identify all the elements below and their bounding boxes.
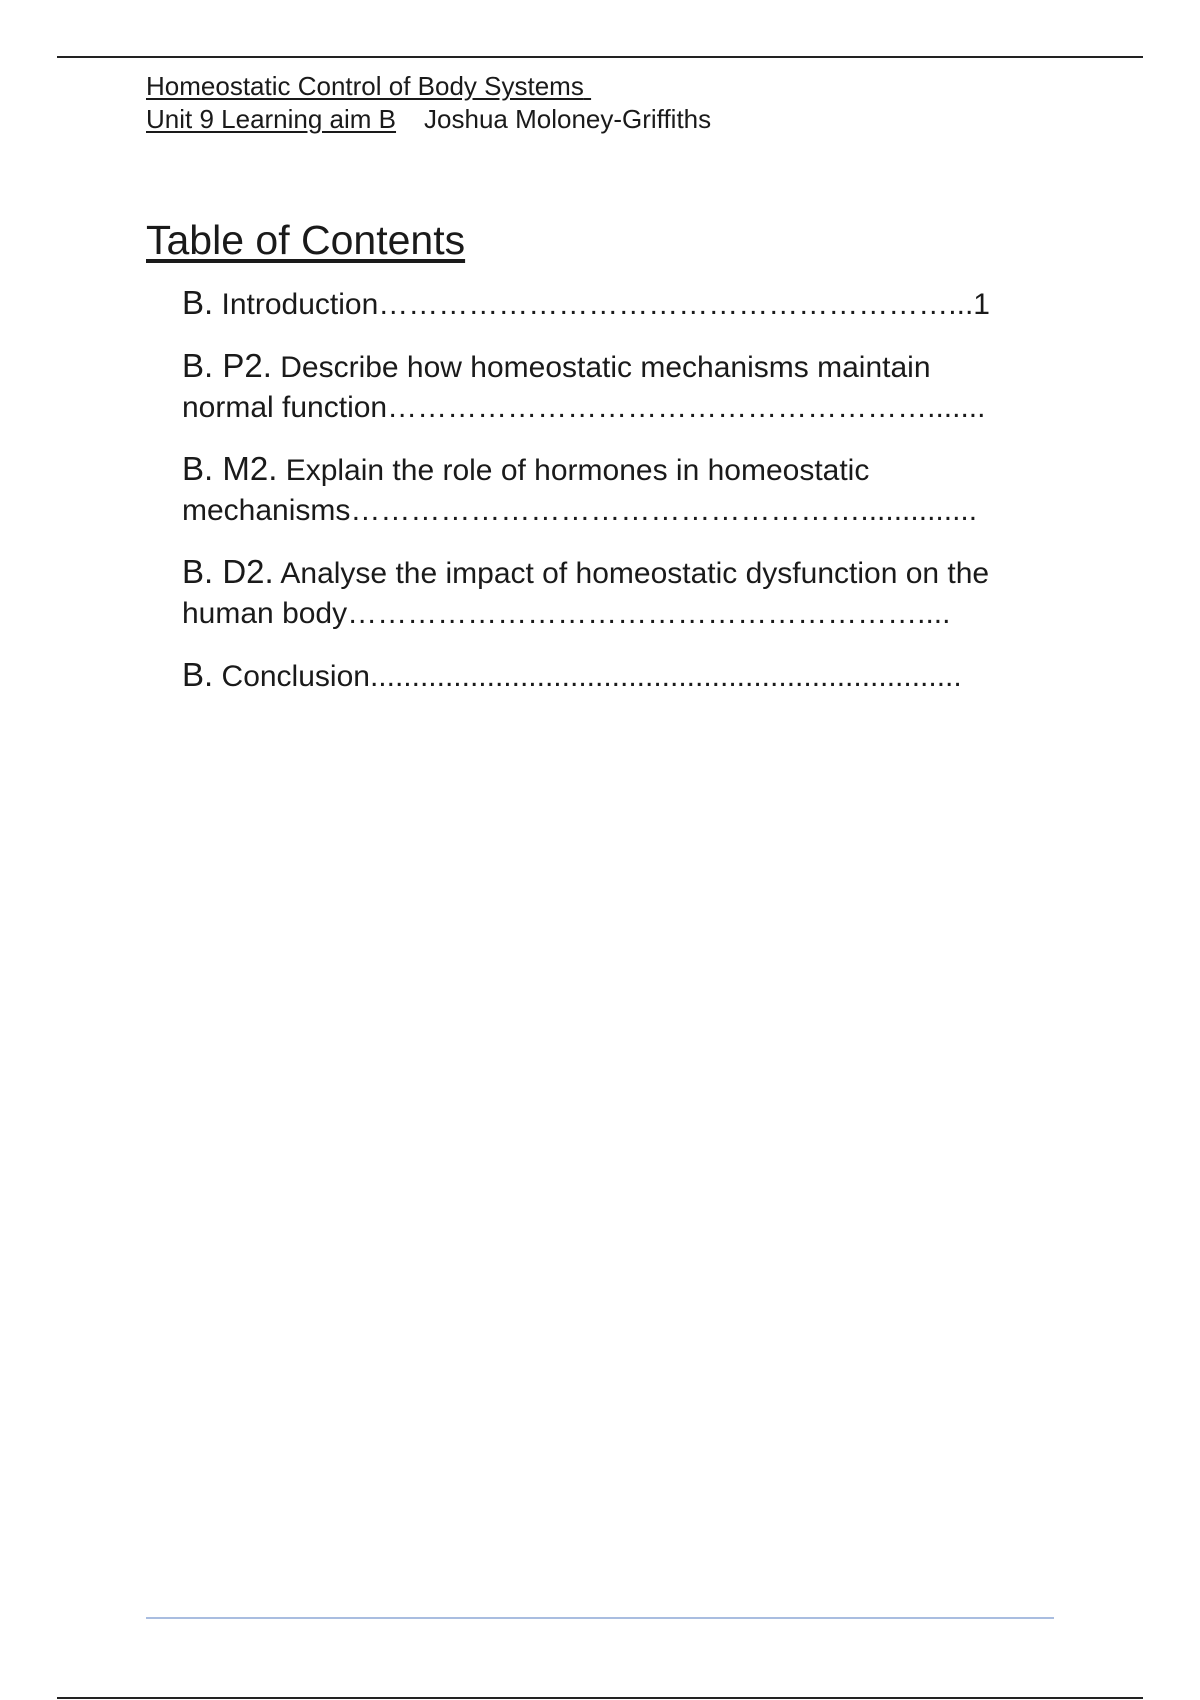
toc-entry-line: [182, 346, 1057, 388]
toc-heading: Table of Contents: [146, 217, 466, 263]
toc-entry-code: B.: [182, 284, 214, 321]
toc-entry-text: Conclusion.......................................................................: [213, 660, 962, 693]
toc-entry-conclusion[interactable]: [182, 655, 1057, 697]
header-unit: Unit 9 Learning aim B: [146, 104, 397, 134]
header-title: Homeostatic Control of Body Systems: [146, 71, 584, 101]
toc-page-number: 1: [973, 288, 990, 321]
toc-entry-line: [182, 449, 1057, 491]
toc-entry-text: Introduction…………………………………………………...: [213, 288, 974, 321]
header-unit-line: [146, 103, 711, 136]
toc-entry-continuation: human body…………………………………………………....: [182, 597, 951, 630]
toc-entry-introduction[interactable]: [182, 283, 1057, 325]
toc-entry-m2[interactable]: [182, 449, 1057, 531]
table-of-contents: [182, 283, 1057, 718]
page-header: [146, 70, 711, 136]
toc-entry-p2[interactable]: [182, 346, 1057, 428]
header-title-line: [146, 70, 711, 103]
toc-entry-text: Analyse the impact of homeostatic dysfunction on the: [273, 557, 990, 590]
toc-entry-text: Describe how homeostatic mechanisms maintain: [271, 351, 931, 384]
header-author: Joshua Moloney-Griffiths: [424, 104, 712, 134]
toc-entry-line: [182, 655, 1057, 697]
top-rule: [57, 56, 1143, 58]
toc-entry-code: B. D2.: [182, 553, 274, 590]
toc-entry-line: [182, 552, 1057, 594]
bottom-rule: [57, 1697, 1143, 1699]
toc-entry-code: B. M2.: [182, 450, 278, 487]
toc-entry-code: B.: [182, 656, 214, 693]
toc-entry-line: [182, 283, 1057, 325]
toc-entry-continuation: normal function……………………………………………….......: [182, 391, 986, 424]
toc-entry-text: Explain the role of hormones in homeostatic: [277, 454, 870, 487]
footer-rule: [146, 1617, 1054, 1619]
toc-entry-code: B. P2.: [182, 347, 272, 384]
toc-entry-d2[interactable]: [182, 552, 1057, 634]
toc-entry-continuation: mechanisms……………………………………………..............: [182, 494, 978, 527]
